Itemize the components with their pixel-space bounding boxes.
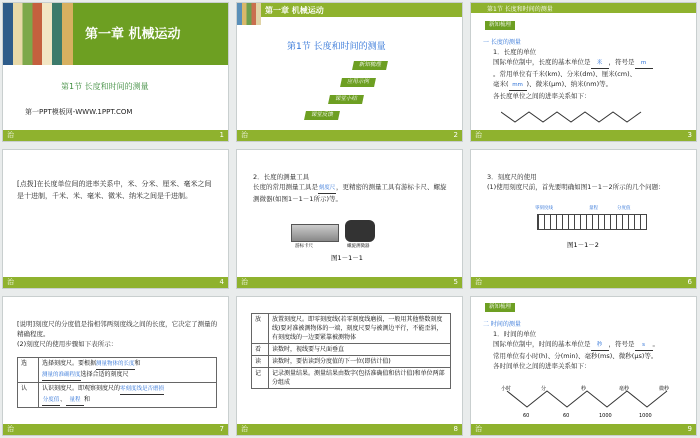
label-division: 分度值 xyxy=(617,206,631,211)
slide-number: 9 xyxy=(687,425,692,433)
table-row: 读 读数时，要估读到分度值的下一位(即估计值) xyxy=(252,356,451,368)
note-text: [点拨]在长度单位间的进率关系中，米、分米、厘米、毫米之间是十进制，千米、米、毫米、微米、纳米之间是千进制。 xyxy=(17,180,212,200)
label-micrometer: 螺旋测微器 xyxy=(347,244,370,249)
blank-answer: 米 xyxy=(591,58,609,69)
slide-6[interactable]: 3．刻度尺的使用 (1)使用刻度尺前，首先要明确如图1－1－2所示的几个问题： 零刻度线 量程 分度值 图1－1－2 治 6 xyxy=(470,149,697,289)
section-heading: 一 长度的测量 xyxy=(483,39,521,46)
blank-answer: mm xyxy=(509,80,527,91)
section-heading: 二 时间的测量 xyxy=(483,321,521,328)
tag-feedback[interactable]: 课堂反馈 xyxy=(304,111,340,120)
figure-caption: 图1－1－1 xyxy=(331,254,363,262)
blank-answer: 刻度尺 xyxy=(318,183,336,194)
time-ratio-zigzag xyxy=(499,385,679,415)
label-caliper: 游标卡尺 xyxy=(295,244,313,249)
table-row: 放 放置刻度尺。即零刻度线(若零刻度线磨损，一般用其他整数刻度线)要对准被测物体的一端，刻度尺要与被测边平行，不能歪斜，有刻度线的一边要紧靠被测物体 xyxy=(252,314,451,344)
slide-header: 第1节 长度和时间的测量 xyxy=(487,6,553,13)
slide-5[interactable]: 2．长度的测量工具 长度的常用测量工具是刻度尺，更精密的测量工具有游标卡尺、螺旋测微器(如图1－1－1所示)等。 游标卡尺 螺旋测微器 图1－1－1 治 5 xyxy=(236,149,463,289)
usage-steps-table xyxy=(251,313,451,389)
slide-number: 4 xyxy=(219,278,224,286)
slide-4[interactable]: [点拨]在长度单位间的进率关系中，米、分米、厘米、毫米之间是十进制，千米、米、毫米、微米、纳米之间是千进制。 治 4 xyxy=(2,149,229,289)
ruler-figure xyxy=(537,214,647,230)
vernier-caliper-image xyxy=(291,224,339,242)
tag-summary[interactable]: 课堂小结 xyxy=(328,95,364,104)
micrometer-image xyxy=(345,220,375,242)
books-icon xyxy=(237,3,261,25)
blank-answer: s xyxy=(635,340,653,351)
table-row: 选 选择刻度尺。要根据测量物体的长度和 测量的准确程度选择合适的刻度尺 xyxy=(18,358,217,383)
slide-number: 3 xyxy=(687,131,692,139)
stamp-label: 新知梳理 xyxy=(485,21,515,30)
slide-number: 2 xyxy=(453,131,458,139)
cover-section: 第1节 长度和时间的测量 xyxy=(61,82,149,91)
slide-number: 1 xyxy=(219,131,224,139)
item-heading: 1．长度的单位 xyxy=(493,48,537,56)
figure-caption: 图1－1－2 xyxy=(567,241,599,249)
table-row: 认 认识刻度尺。即观察刻度尺的零刻度线是否磨损 分度值、 量程 和 xyxy=(18,383,217,408)
slide-number: 6 xyxy=(687,278,692,286)
blank-answer: m xyxy=(635,58,653,69)
tag-new-knowledge[interactable]: 新知梳理 xyxy=(352,61,388,70)
slide-number: 8 xyxy=(453,425,458,433)
slide-number: 7 xyxy=(219,425,224,433)
blank-answer: 秒 xyxy=(591,340,609,351)
slide-header: 第一章 机械运动 xyxy=(265,6,324,15)
slide-7[interactable]: [说明]刻度尺的分度值是指相邻两刻度线之间的长度，它决定了测量的精确程度。 (2)刻度尺的使用步骤如下表所示： 选 选择刻度尺。要根据测量物体的长度和 测量的准确程度选择合适的刻度尺 认 认识刻度尺。即观察刻度尺的零刻度线是否磨损 分度值、 量程 和 治 7 xyxy=(2,296,229,436)
books-image xyxy=(3,3,73,65)
slide-1[interactable]: 第一章 机械运动 第1节 长度和时间的测量 第一PPT模板网-WWW.1PPT.COM 治 1 xyxy=(2,2,229,142)
slide-2[interactable]: 第一章 机械运动 第1节 长度和时间的测量 新知梳理 应用示例 课堂小结 课堂反馈 治 2 xyxy=(236,2,463,142)
slide-title: 第1节 长度和时间的测量 xyxy=(287,42,386,52)
usage-steps-table xyxy=(17,357,217,408)
slide-8[interactable]: 放 放置刻度尺。即零刻度线(若零刻度线磨损，一般用其他整数刻度线)要对准被测物体的一端，刻度尺要与被测边平行，不能歪斜，有刻度线的一边要紧靠被测物体 看 读数时，视线要与尺面垂直 读 读数时，要估读到分度值的下一位(即估计值) 记 记录测量结果。测量结果由数字(包括准确值和估计值)和单位两部分组成 治 8 xyxy=(236,296,463,436)
slide-3[interactable]: 第1节 长度和时间的测量 新知梳理 一 长度的测量 1．长度的单位 国际单位制中，长度的基本单位是 米 ，符号是 m 。常用单位有千米(km)、分米(dm)、厘米(cm)、 毫米( mm )、微米(μm)、纳米(nm)等。 各长度单位之间的进率关系如下： 治 3 xyxy=(470,2,697,142)
label-zero-mark: 零刻度线 xyxy=(535,206,553,211)
table-row: 记 记录测量结果。测量结果由数字(包括准确值和估计值)和单位两部分组成 xyxy=(252,368,451,389)
stamp-label: 新知梳理 xyxy=(485,303,515,312)
slide-9[interactable]: 新知梳理 二 时间的测量 1．时间的单位 国际单位制中，时间的基本单位是 秒 ，符号是 s 。 常用单位有小时(h)、分(min)、毫秒(ms)、微秒(μs)等。 各时间单位之间的进率关系如下： 小时 分 秒 毫秒 微秒 60 60 1000 1000 治 9 xyxy=(470,296,697,436)
tag-examples[interactable]: 应用示例 xyxy=(340,78,376,87)
cover-site: 第一PPT模板网-WWW.1PPT.COM xyxy=(25,108,133,116)
slide-number: 5 xyxy=(453,278,458,286)
unit-ratio-zigzag xyxy=(501,108,671,126)
label-range: 量程 xyxy=(589,206,598,211)
cover-title: 第一章 机械运动 xyxy=(85,27,181,42)
table-row: 看 读数时，视线要与尺面垂直 xyxy=(252,344,451,356)
